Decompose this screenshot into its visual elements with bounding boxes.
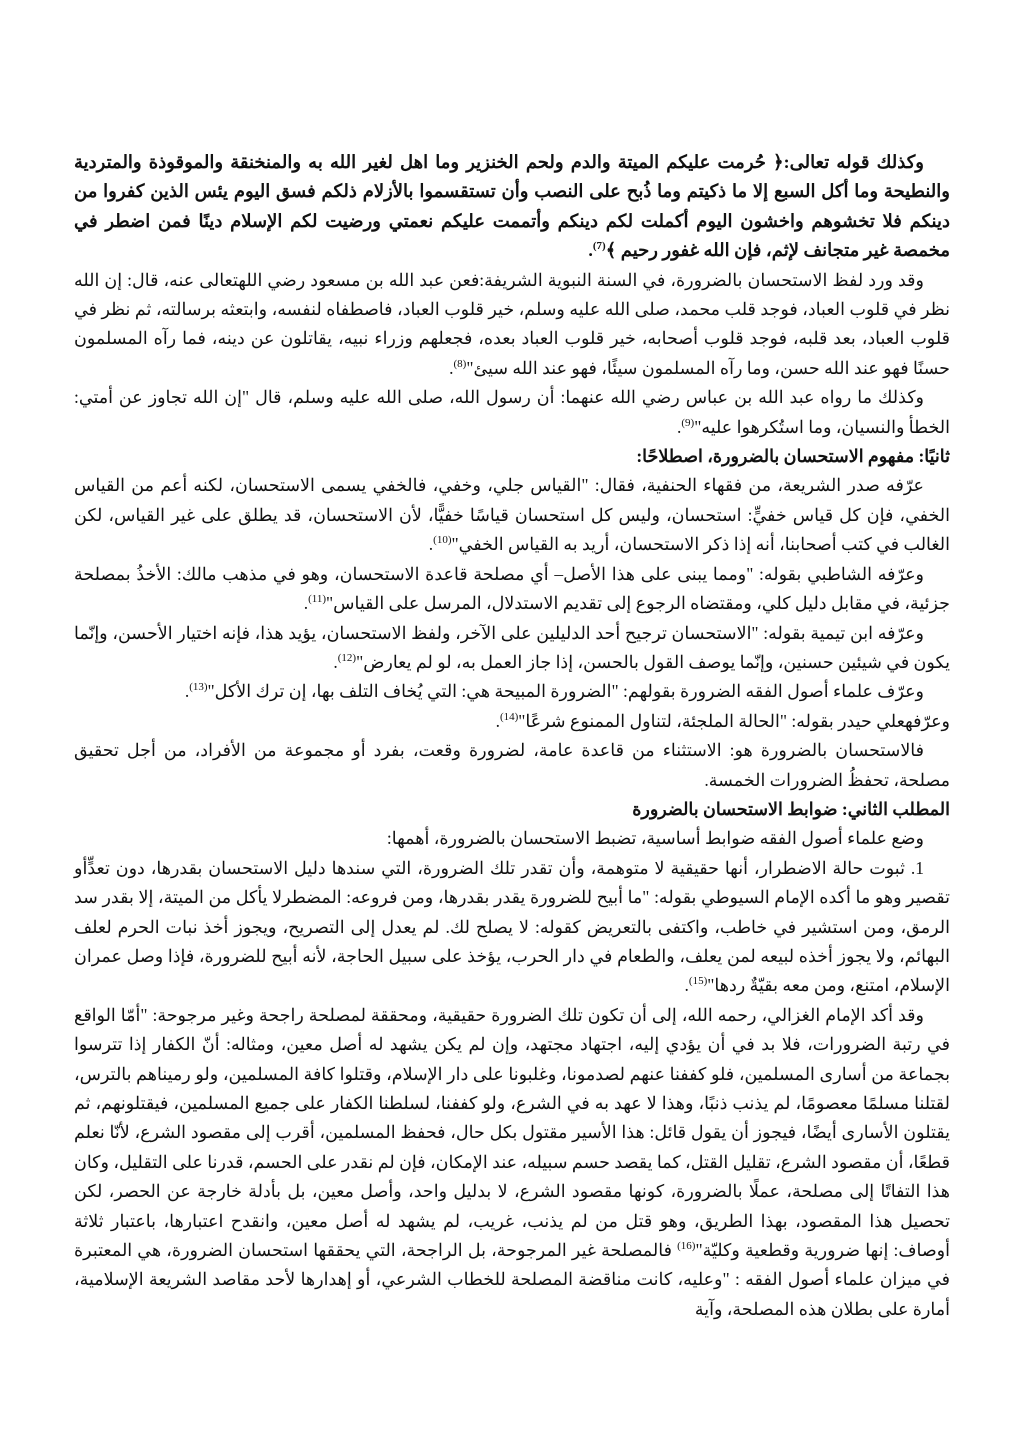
definition-paragraph: وعرّفه الشاطبي بقوله: "ومما يبنى على هذا الأصل– أي مصلحة قاعدة الاستحسان، وهو في مذهب مالك: الأخذُ بمصلحة جزئية، في مقابل دليل كلي، ومقتضاه الرجوع إلى تقديم الاستدلال، المرسل على القياس"$^{(11)}$. <box>74 563 950 614</box>
footnote-ref[interactable]: (10) <box>433 534 452 547</box>
definition-paragraph: عرّفه صدر الشريعة، من فقهاء الحنفية، فقال: "القياس جلي، وخفي، فالخفي يسمى الاستحسان، لكنه أعم من القياس الخفي، فإن كل قياس خفيٍّ: استحسان، وليس كل استحسان قياسًا خفيًّا، لأن الاستحسان، قد يطلق على غير القياس، لكن الغالب في كتب أصحابنا، أنه إذا ذكر الاستحسان، أريد به القياس الخفي"$^{(10)}$. <box>74 475 950 555</box>
definition-paragraph: وعرّفه ابن تيمية بقوله: "الاستحسان ترجيح أحد الدليلين على الآخر، ولفظ الاستحسان، يؤيد هذا، فإنه اختيار الأحسن، وإنّما يكون في شيئين حسنين، وإنّما يوصف القول بالحسن، إذا جاز العمل به، لو لم يعارض"$^{(12)}$. <box>74 622 950 672</box>
footnote-ref[interactable]: (13) <box>189 681 208 694</box>
section-heading: المطلب الثاني: ضوابط الاستحسان بالضرورة <box>632 798 950 819</box>
section-heading: ثانيًا: مفهوم الاستحسان بالضرورة، اصطلاحًا: <box>636 446 950 467</box>
quran-verse-paragraph: وكذلك قوله تعالى:﴿ حُرمت عليكم الميتة والدم ولحم الخنزير وما اهل لغير الله به والمنخنقة والموقوذة والمتردية والنطيحة وما أكل السبع إلا ما ذكيتم وما ذُبح على النصب وأن تستقسموا بالأزلام ذلكم فسق اليوم يئس الذين كفروا من دينكم فلا تخشوهم واخشون اليوم أكملت لكم دينكم وأتممت عليكم نعمتي ورضيت لكم الإسلام دينًا فمن اضطر في مخمصة غير متجانف لإثم، فإن الله غفور رحيم ﴾$^{(7)}$. <box>74 152 950 261</box>
footnote-ref[interactable]: (12) <box>337 652 357 665</box>
ghazali-paragraph: وقد أكد الإمام الغزالي، رحمه الله، إلى أن تكون تلك الضرورة حقيقية، ومحققة لمصلحة راجحة وغير مرجوحة: "أمّا الواقع في رتبة الضرورات، فلا بد في أن يؤدي إليه، اجتهاد مجتهد، وإن لم يكن يشهد له أصل معين، ومثاله: أنّ الكفار إذا تترسوا بجماعة من أسارى المسلمين، فلو كففنا عنهم لصدمونا، وغلبونا على دار الإسلام، وقتلوا كافة المسلمين، ولو رميناهم بالترس، لقتلنا مسلمًا معصومًا، لم يذنب ذنبًا، وهذا لا عهد به في الشرع، ولو كففنا، لسلطنا الكفار على جميع المسلمين، فيقتلونهم، ثم يقتلون الأسارى أيضًا، فيجوز أن يقول قائل: هذا الأسير مقتول بكل حال، فحفظ المسلمين، أقرب إلى مقصود الشرع، لأنّا نعلم قطعًا، أن مقصود الشرع، تقليل القتل، كما يقصد حسم سبيله، عند الإمكان، فإن لم نقدر على الحسم، قدرنا على التقليل، وكان هذا التفاتًا إلى مصلحة، عملًا بالضرورة، كونها مقصود الشرع، لا بدليل واحد، وأصل معين، بل بأدلة خارجة عن الحصر، لكن تحصيل هذا المقصود، بهذا الطريق، وهو قتل من لم يذنب، غريب، لم يشهد له أصل معين، وانقدح اعتبارها، باعتبار ثلاثة أوصاف: إنها ضرورية وقطعية وكليّة"$^{(16)}$ فالمصلحة غير المرجوحة، بل الراجحة، التي يحققها استحسان الضرورة، هي المعتبرة في ميزان علماء أصول الفقه : "وعليه، كانت مناقضة المصلحة للخطاب الشرعي، أو إهدارها لأحد مقاصد الشريعة الإسلامية، أمارة على بطلان هذه المصلحة، وآية <box>74 1004 950 1319</box>
footnote-ref[interactable]: (14) <box>499 710 519 723</box>
definition-paragraph: وعرّفهعلي حيدر بقوله: "الحالة الملجئة، لتناول الممنوع شرعًا"$^{(14)}$. <box>495 710 950 731</box>
list-item-paragraph: 1. ثبوت حالة الاضطرار، أنها حقيقية لا متوهمة، وأن تقدر تلك الضرورة، التي سندها دليل الاستحسان بقدرها، دون تعدٍّأو تقصير وهو ما أكده الإمام السيوطي بقوله: "ما أبيح للضرورة يقدر بقدرها، ومن فروعه: المضطرلا يأكل من الميتة، إلا بقدر سد الرمق، ومن استشير في خاطب، واكتفى بالتعريض كقوله: لا يصلح لك. لم يعدل إلى التصريح، ويجوز أخذ نبات الحرم لعلف البهائم، ولا يجوز أخذه لبيعه لمن يعلف، والطعام في دار الحرب، يؤخذ على سبيل الحاجة، لأنه أبيح للضرورة، فإذا وصل عمران الإسلام، امتنع، ومن معه بقيّةٌ ردها"$^{(15)}$. <box>74 857 950 996</box>
hadith-paragraph: وكذلك ما رواه عبد الله بن عباس رضي الله عنهما: أن رسول الله، صلى الله عليه وسلم، قال "إن الله تجاوز عن أمتي: الخطأ والنسيان، وما استُكرهوا عليه"$^{(9)}$. <box>74 387 950 437</box>
footnote-ref[interactable]: (15) <box>688 975 708 988</box>
intro-paragraph: وضع علماء أصول الفقه ضوابط أساسية، تضبط الاستحسان بالضرورة، أهمها: <box>386 828 924 849</box>
conclusion-paragraph: فالاستحسان بالضرورة هو: الاستثناء من قاعدة عامة، لضرورة وقعت، بفرد أو مجموعة من الأفراد، من أجل تحقيق مصلحة، تحفظُ الضرورات الخمسة. <box>74 740 950 790</box>
footnote-ref[interactable]: (7) <box>592 240 606 253</box>
hadith-paragraph: وقد ورد لفظ الاستحسان بالضرورة، في السنة النبوية الشريفة:فعن عبد الله بن مسعود رضي اللهتعالى عنه، قال: إن الله نظر في قلوب العباد، فوجد قلب محمد، صلى الله عليه وسلم، خير قلوب العباد، فاصطفاه لنفسه، وابتعثه برسالته، ثم نظر في قلوب العباد، بعد قلبه، فوجد قلوب أصحابه، خير قلوب العباد بعده، فجعلهم وزراء نبيه، يقاتلون عن دينه، فما رآه المسلمون حسنًا فهو عند الله حسن، وما رآه المسلمون سيئًا، فهو عند الله سيئ"$^{(8)}$. <box>74 269 950 378</box>
document-page <box>74 148 950 1324</box>
footnote-ref[interactable]: (11) <box>308 593 327 606</box>
footnote-ref[interactable]: (9) <box>681 416 695 429</box>
footnote-ref[interactable]: (8) <box>453 358 467 371</box>
footnote-ref[interactable]: (16) <box>677 1240 696 1253</box>
definition-paragraph: وعرّف علماء أصول الفقه الضرورة بقولهم: "الضرورة المبيحة هي: التي يُخاف التلف بها، إن ترك الأكل"$^{(13)}$. <box>184 681 924 702</box>
